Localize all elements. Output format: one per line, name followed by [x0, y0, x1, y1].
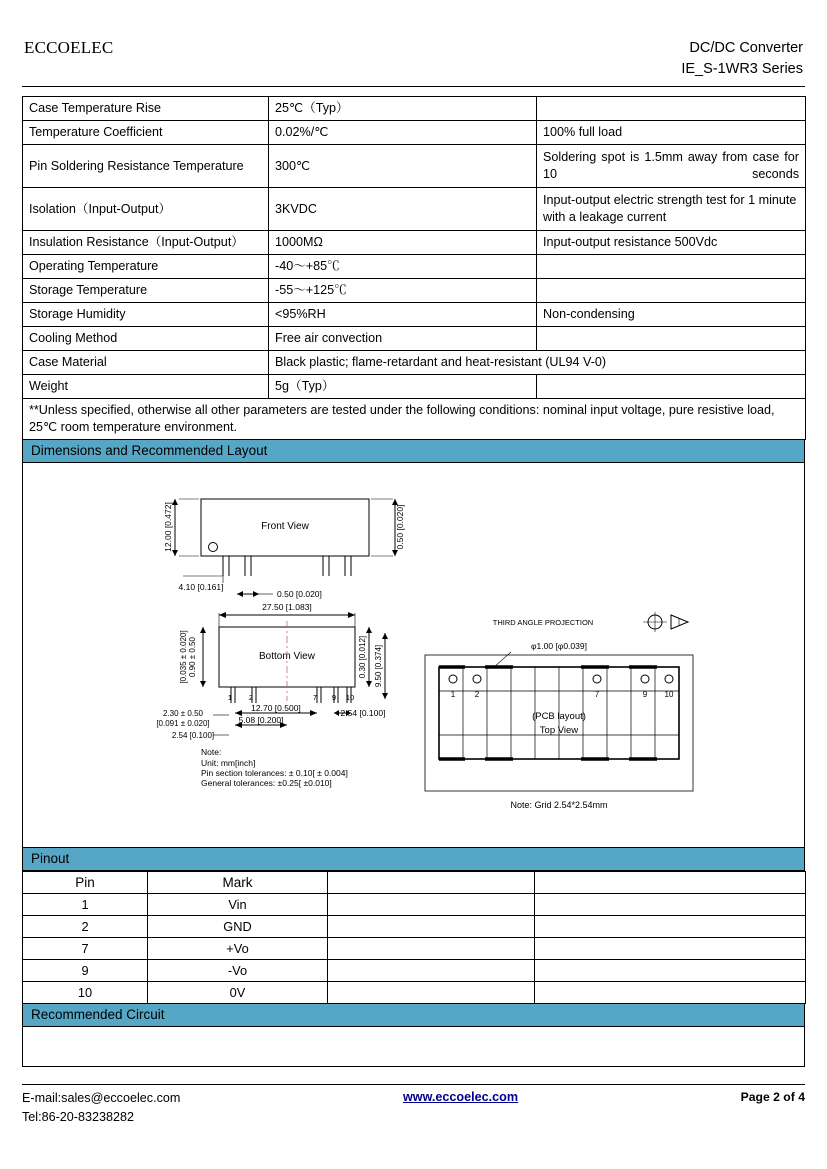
- footer-tel: Tel:86-20-83238282: [22, 1110, 135, 1125]
- bottom-pin-number-9: 9: [331, 693, 337, 703]
- pinout-col4: [535, 960, 806, 982]
- top-view-label: Top View: [539, 725, 579, 737]
- bottom-view-label: Bottom View: [259, 651, 315, 663]
- spec-value: Free air convection: [269, 327, 537, 351]
- third-angle-symbol-icon: [643, 612, 688, 632]
- pinout-pin: 10: [23, 982, 148, 1004]
- dim-pitch-254-left: 2.54 [0.100]: [171, 731, 215, 741]
- dim-pin-050-bottom: 0.50 [0.020]: [277, 589, 322, 600]
- dim-height-950: 9.50 [0.374]: [374, 644, 383, 688]
- table-row-footnote: [23, 399, 806, 440]
- page-footer: [22, 1084, 805, 1127]
- pinout-mark: GND: [148, 916, 328, 938]
- pcb-pin-number-9: 9: [642, 690, 648, 700]
- document-title: DC/DC Converter: [689, 40, 803, 56]
- section-header-dimensions: Dimensions and Recommended Layout: [22, 440, 805, 463]
- bottom-pin-number-2: 2: [248, 693, 254, 703]
- pcb-pin-number-7: 7: [594, 690, 600, 700]
- pinout-table: [22, 871, 806, 1004]
- spec-note: Input-output electric strength test for 1 minute with a leakage current: [537, 188, 806, 231]
- front-view-label: Front View: [261, 521, 309, 533]
- dim-width-2750: 27.50 [1.083]: [262, 602, 312, 613]
- pinout-mark: 0V: [148, 982, 328, 1004]
- table-row: [23, 982, 806, 1004]
- spec-note: Non-condensing: [537, 303, 806, 327]
- dim-thickness-090-inch: [0.035 ± 0.020]: [179, 630, 188, 684]
- section-header-recommended-circuit: Recommended Circuit: [22, 1004, 805, 1027]
- third-angle-projection-label: THIRD ANGLE PROJECTION: [492, 618, 594, 628]
- table-row: [23, 97, 806, 121]
- spec-note: [537, 327, 806, 351]
- page-header: [22, 38, 805, 84]
- pcb-pin-number-10: 10: [664, 690, 674, 700]
- spec-value: -40～+85℃: [269, 255, 537, 279]
- footer-website-link[interactable]: www.eccoelec.com: [402, 1090, 519, 1105]
- footer-divider: [22, 1084, 805, 1085]
- spec-param: Temperature Coefficient: [23, 121, 269, 145]
- table-row: [23, 960, 806, 982]
- document-series: IE_S-1WR3 Series: [681, 61, 803, 78]
- spec-param: Case Temperature Rise: [23, 97, 269, 121]
- pinout-mark: +Vo: [148, 938, 328, 960]
- pcb-pin-number-2: 2: [474, 690, 480, 700]
- bottom-pin-number-1: 1: [227, 693, 233, 703]
- pinout-header-pin: Pin: [23, 872, 148, 894]
- footer-page-number: Page 2 of 4: [740, 1090, 805, 1105]
- footer-contact: [22, 1089, 180, 1127]
- dim-pin-410: 4.10 [0.161]: [178, 582, 224, 593]
- bottom-pin-number-10: 10: [345, 693, 355, 703]
- dim-hole-diameter: φ1.00 [φ0.039]: [531, 641, 587, 652]
- dim-pin-050-right: 0.50 [0.020]: [395, 504, 405, 550]
- spec-param: Storage Humidity: [23, 303, 269, 327]
- dim-lead-230: 2.30 ± 0.50: [163, 709, 203, 719]
- table-row: [23, 188, 806, 231]
- pinout-pin: 7: [23, 938, 148, 960]
- dim-pitch-254-right: 2.54 [0.100]: [340, 708, 386, 719]
- spec-note: 100% full load: [537, 121, 806, 145]
- spec-value: <95%RH: [269, 303, 537, 327]
- spec-note: Input-output resistance 500Vdc: [537, 231, 806, 255]
- spec-note: [537, 97, 806, 121]
- pinout-col4: [535, 916, 806, 938]
- pinout-col4: [535, 982, 806, 1004]
- note-unit: Unit: mm[inch]: [201, 758, 256, 769]
- pcb-pin-number-1: 1: [450, 690, 456, 700]
- header-divider: [22, 86, 805, 87]
- company-logo-text: ECCOELEC: [24, 38, 114, 57]
- spec-value: 25℃（Typ）: [269, 97, 537, 121]
- pinout-pin: 2: [23, 916, 148, 938]
- spec-param: Weight: [23, 375, 269, 399]
- table-row: [23, 231, 806, 255]
- pinout-pin: 9: [23, 960, 148, 982]
- pcb-layout-label: (PCB layout): [532, 711, 586, 723]
- table-row: [23, 145, 806, 188]
- pinout-col3: [328, 938, 535, 960]
- spec-value: 1000MΩ: [269, 231, 537, 255]
- spec-note: [537, 279, 806, 303]
- spec-param: Storage Temperature: [23, 279, 269, 303]
- spec-value: 0.02%/℃: [269, 121, 537, 145]
- table-row: [23, 121, 806, 145]
- spec-note: Soldering spot is 1.5mm away from case for 10 seconds: [537, 145, 806, 188]
- spec-param: Insulation Resistance（Input-Output）: [23, 231, 269, 255]
- pinout-col4: [535, 894, 806, 916]
- table-row: [23, 375, 806, 399]
- table-row: [23, 938, 806, 960]
- pinout-header-col3: [328, 872, 535, 894]
- table-row: [23, 916, 806, 938]
- table-row: [23, 351, 806, 375]
- grid-note: Note: Grid 2.54*2.54mm: [510, 800, 608, 811]
- spec-footnote: **Unless specified, otherwise all other parameters are tested under the following conditions: nominal input voltage, pure resistive load, 25℃ room temperature environment.: [23, 399, 806, 440]
- spec-note: [537, 255, 806, 279]
- dim-pin-030: 0.30 [0.012]: [358, 635, 367, 679]
- note-general-tolerance: General tolerances: ±0.25[ ±0.010]: [201, 778, 332, 789]
- dimensions-drawing-panel: [22, 463, 805, 848]
- spec-param: Case Material: [23, 351, 269, 375]
- pinout-col3: [328, 894, 535, 916]
- pinout-mark: Vin: [148, 894, 328, 916]
- dim-thickness-090: 0.90 ± 0.50: [188, 637, 197, 678]
- bottom-pin-number-7: 7: [312, 693, 318, 703]
- mechanical-drawing: [23, 463, 804, 846]
- header-title-block: [681, 38, 803, 80]
- spec-value: 300℃: [269, 145, 537, 188]
- recommended-circuit-panel: [22, 1027, 805, 1067]
- pinout-mark: -Vo: [148, 960, 328, 982]
- pinout-header-mark: Mark: [148, 872, 328, 894]
- spec-param: Operating Temperature: [23, 255, 269, 279]
- note-pin-tolerance: Pin section tolerances: ± 0.10[ ± 0.004]: [201, 768, 348, 779]
- spec-note: [537, 375, 806, 399]
- spec-value: 3KVDC: [269, 188, 537, 231]
- spec-param: Pin Soldering Resistance Temperature: [23, 145, 269, 188]
- pinout-col3: [328, 960, 535, 982]
- pinout-header-col4: [535, 872, 806, 894]
- table-row: [23, 894, 806, 916]
- dim-pitch-1270: 12.70 [0.500]: [251, 703, 301, 714]
- spec-value: 5g（Typ）: [269, 375, 537, 399]
- table-row: [23, 255, 806, 279]
- dim-lead-230-inch: [0.091 ± 0.020]: [156, 719, 210, 729]
- dim-height-12: 12.00 [0.472]: [163, 502, 173, 552]
- pinout-col4: [535, 938, 806, 960]
- pinout-col3: [328, 916, 535, 938]
- spec-value: Black plastic; flame-retardant and heat-resistant (UL94 V-0): [269, 351, 806, 375]
- spec-value: -55～+125℃: [269, 279, 537, 303]
- pinout-pin: 1: [23, 894, 148, 916]
- pinout-col3: [328, 982, 535, 1004]
- spec-param: Cooling Method: [23, 327, 269, 351]
- table-row: [23, 279, 806, 303]
- footer-email: E-mail:sales@eccoelec.com: [22, 1091, 181, 1106]
- table-row: [23, 303, 806, 327]
- table-header-row: [23, 872, 806, 894]
- dim-pitch-508: 5.08 [0.200]: [238, 715, 284, 726]
- table-row: [23, 327, 806, 351]
- section-header-pinout: Pinout: [22, 848, 805, 871]
- spec-param: Isolation（Input-Output）: [23, 188, 269, 231]
- specifications-table: [22, 96, 806, 440]
- note-title: Note:: [201, 747, 222, 758]
